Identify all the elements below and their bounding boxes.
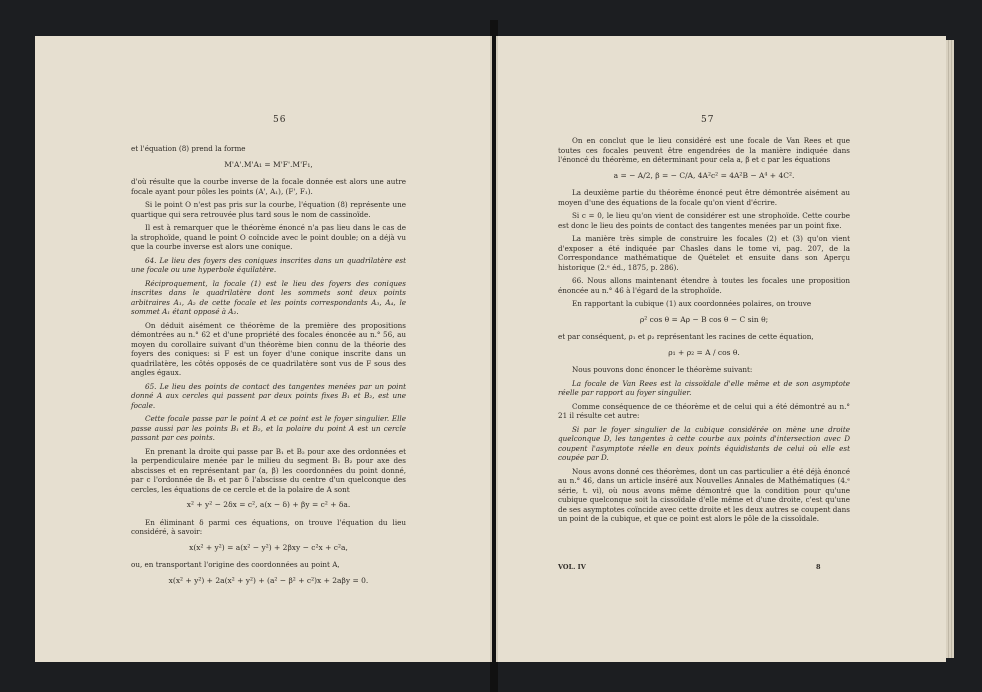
paragraph: Comme conséquence de ce théorème et de celui qui a été démontré au n.° 21 il résulte cet autre: [558,401,850,420]
paragraph: En rapportant la cubique (1) aux coordonnées polaires, on trouve [572,299,812,308]
paragraph: 66. Nous allons maintenant étendre à toutes les focales une proposition énoncée au n.° 46 à l'égard de la strophoïde. [558,276,850,295]
paragraph: 65. Le lieu des points de contact des tangentes menées par un point donné A aux cercles qui passent par deux points fixes B₁ et B₂, est une focale. [131,381,406,410]
paragraph: En prenant la droite qui passe par B₁ et B₂ pour axe des ordonnées et la perpendiculaire menée par le milieu du segment B₁ B₂ pour axe des abscisses et en représentant par (a, β) les coordonnées du point donné, par c l'ordonnée de B₁ et par δ l'abscisse du centre d'un quelconque des cercles, les équations de ce cercle et de la polaire de A sont [131,446,406,494]
paragraph: On déduit aisément ce théorème de la première des propositions démontrées au n.° 62 et d'une propriété des focales énoncée au n.° 56, au moyen du corollaire suivant d'un théorème bien connu de la théorie des foyers des coniques: si F est un foyer d'une conique inscrite dans un quadrilatère, les côtés opposés de ce quadrilatère sont vus de F sous des angles égaux. [131,320,406,377]
equation: ρ₁ + ρ₂ = A / cos θ. [668,347,740,357]
paragraph: d'où résulte que la courbe inverse de la focale donnée est alors une autre focale ayant pour pôles les points (A', A₁), (F', F₁). [131,177,406,196]
page-number: 57 [701,115,715,125]
paragraph: Si c = 0, le lieu qu'on vient de considérer est une strophoïde. Cette courbe est donc le lieu des points de contact des tangentes menées par un point fixe. [558,211,850,230]
paragraph: Nous pouvons donc énoncer le théorème suivant: [572,365,753,374]
paragraph: Si le point O n'est pas pris sur la courbe, l'équation (8) représente une quartique qui sera retrouvée plus tard sous le nom de cassinoïde. [131,200,406,219]
signature-mark: 8 [816,562,821,571]
equation: x(x² + y²) = a(x² − y²) + 2βxy − c²x + c²a, [189,542,348,552]
paragraph: Réciproquement, la focale (1) est le lieu des foyers des coniques inscrites dans le quadrilatère dont les sommets sont deux points arbitraires A₁, A₂ de cette focale et les points correspondants A₃, A₄, le sommet A₁ étant opposé à A₂. [131,278,406,316]
paragraph: La manière très simple de construire les focales (2) et (3) qu'on vient d'exposer a été indiquée par Chasles dans le tome vi, pag. 207, de la Correspondance mathématique de Quételet et ensuite dans son Aperçu historique (2.ᵉ éd., 1875, p. 286). [558,234,850,272]
equation: x(x² + y²) + 2a(x² + y²) + (a² − β² + c²)x + 2aβy = 0. [168,575,369,585]
page-number: 56 [273,115,287,125]
equation: ρ² cos θ = Aρ − B cos θ − C sin θ; [639,314,769,324]
equation: x² + y² − 2δx = c², a(x − δ) + βy = c² + δa. [186,500,351,509]
page-text [131,144,406,593]
right-page [496,36,946,662]
paragraph: et l'équation (8) prend la forme [131,144,246,153]
paragraph: La deuxième partie du théorème énoncé peut être démontrée aisément au moyen d'une des équations de la focale qu'on vient d'écrire. [558,188,850,207]
paragraph: On en conclut que le lieu considéré est une focale de Van Rees et que toutes ces focales peuvent être engendrées de la manière indiquée dans l'énoncé du théorème, en déterminant pour cela a, β et c par les équations [558,136,850,164]
left-page [35,36,492,662]
equation: a = − A/2, β = − C/A, 4A²c² = 4A²B − A⁴ + 4C². [613,170,795,180]
paragraph: En éliminant δ parmi ces équations, on trouve l'équation du lieu considéré, à savoir: [131,517,406,536]
paragraph: Il est à remarquer que le théorème énoncé n'a pas lieu dans le cas de la strophoïde, quand le point O coïncide avec le point double; on a déjà vu que la courbe inverse est alors une conique. [131,223,406,251]
paragraph: Cette focale passe par le point A et ce point est le foyer singulier. Elle passe aussi par les points B₁ et B₂, et la polaire du point A est un cercle passant par ces points. [131,414,406,442]
paragraph: Nous avons donné ces théorèmes, dont un cas particulier a été déjà énoncé au n.° 46, dans un article inséré aux Nouvelles Annales de Mathématiques (4.ᵉ série, t. vi), où nous avons même démontré que la condition pour qu'une cubique quelconque soit la cissoïdale d'elle même et d'une droite, c'est qu'une de ses asymptotes coïncide avec cette droite et les deux autres se coupent dans un point de la cubique, et que ce point est alors le pôle de la cissoïdale. [558,466,850,523]
paragraph: ou, en transportant l'origine des coordonnées au point A, [131,560,340,569]
volume-footer: VOL. IV [558,562,586,571]
paragraph: 64. Le lieu des foyers des coniques inscrites dans un quadrilatère est une focale ou une hyperbole équilatère. [131,255,406,274]
paragraph: Si par le foyer singulier de la cubique considérée on mène une droite quelconque D, les tangentes à cette courbe aux points d'intersection avec D coupent l'asymptote réelle en deux points équidistants de celui où elle est coupée par D. [558,424,850,462]
paragraph: La focale de Van Rees est la cissoïdale d'elle même et de son asymptote réelle par rapport au foyer singulier. [558,378,850,397]
equation: M'A'.M'A₁ = M'F'.M'F₁, [224,159,313,169]
page-text [558,136,850,528]
paragraph: et par conséquent, ρ₁ et ρ₂ représentant les racines de cette équation, [558,332,814,341]
